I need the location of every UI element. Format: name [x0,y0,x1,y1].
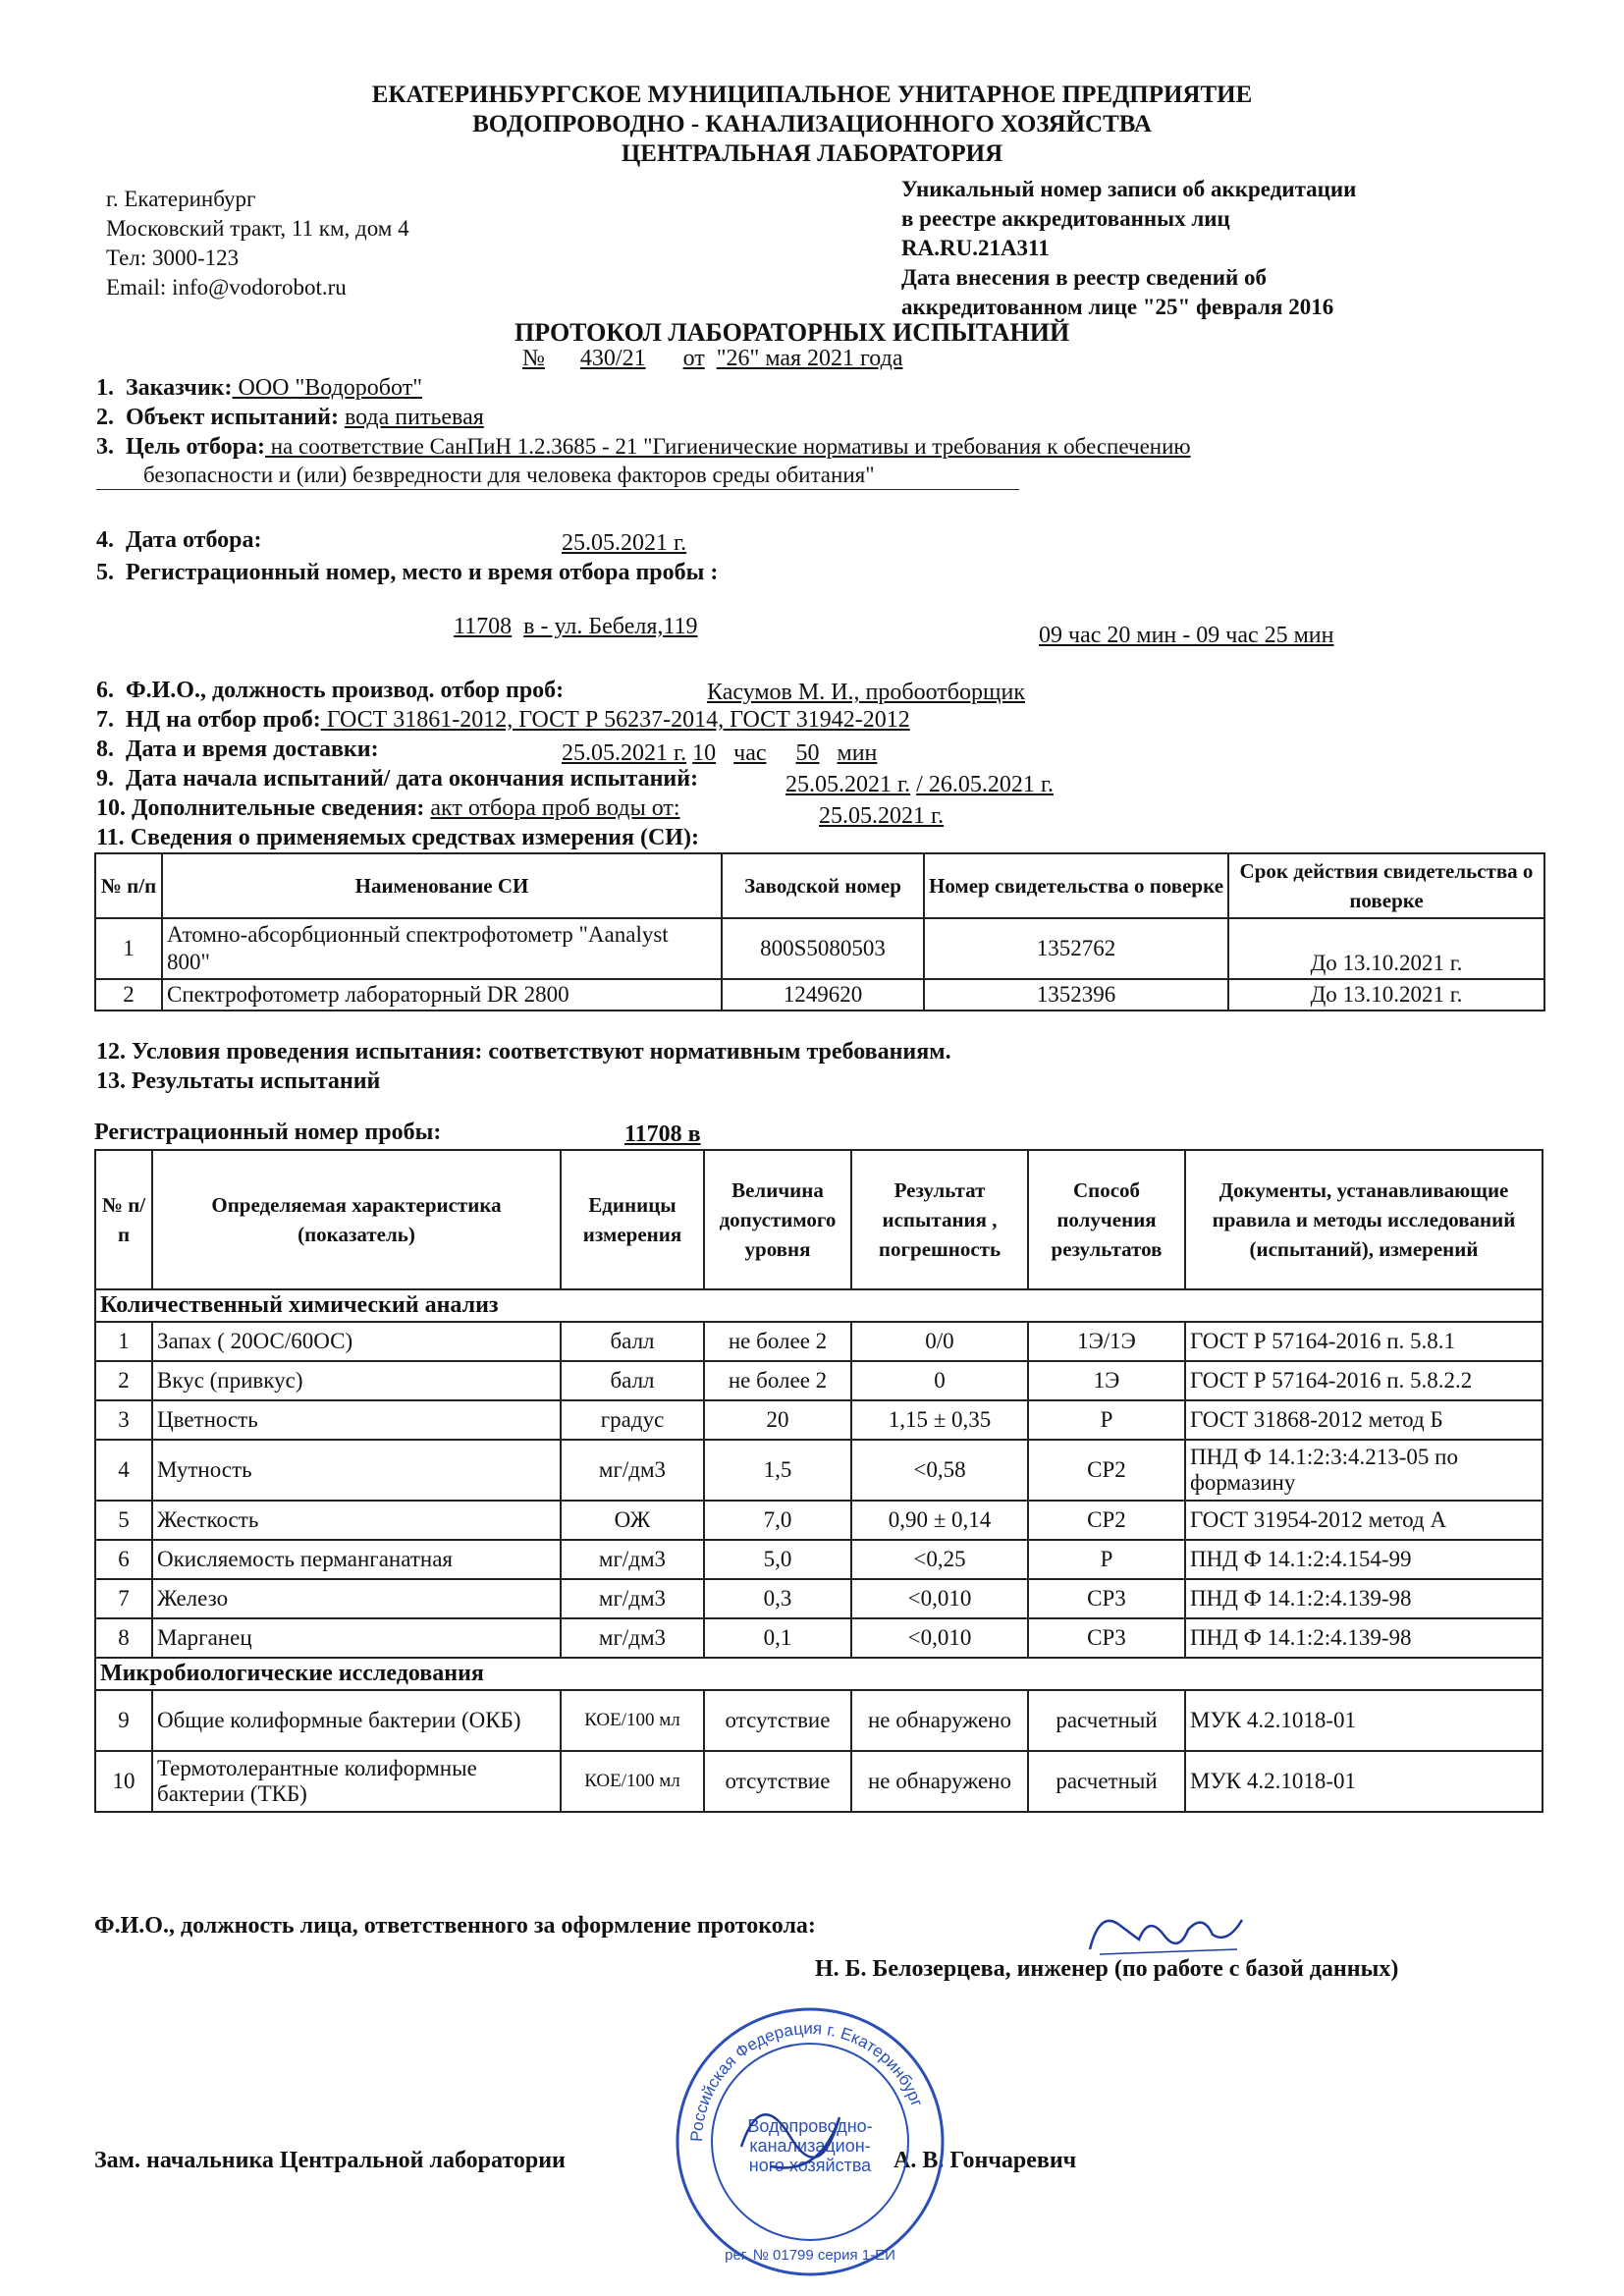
address-city: г. Екатеринбург [106,187,256,211]
item-registration: 5. Регистрационный номер, место и время отбора пробы : [96,560,719,585]
object-value: вода питьевая [344,405,484,430]
results-cell: СР2 [1028,1501,1185,1540]
table-row [95,1440,1543,1501]
results-cell: Запах ( 20ОС/60ОС) [152,1322,561,1361]
results-cell: балл [561,1361,704,1400]
si-header-certificate: Номер свидетельства о поверке [924,853,1228,918]
item-conditions: 12. Условия проведения испытания: соответствуют нормативным требованиям. [96,1039,951,1065]
item-object: 2. Объект испытаний: вода питьевая [96,405,484,430]
chemical-rows [95,1322,1543,1658]
results-cell: <0,010 [851,1618,1028,1658]
results-cell: 8 [95,1618,152,1658]
si-header-validity: Срок действия свидетельства о поверке [1228,853,1544,918]
item-customer: 1. Заказчик: ООО "Водоробот" [96,375,422,401]
results-cell: 7,0 [704,1501,851,1540]
responsible-name: Н. Б. Белозерцева, инженер (по работе с базой данных) [815,1956,1399,1982]
registration-value: 11708 в - ул. Бебеля,119 [454,614,698,639]
results-cell: расчетный [1028,1751,1185,1812]
item-si: 11. Сведения о применяемых средствах измерения (СИ): [96,825,699,850]
results-cell: Жесткость [152,1501,561,1540]
svg-text:ного хозяйства: ного хозяйства [748,2156,872,2175]
item-additional: 10. Дополнительные сведения: акт отбора проб воды от: [96,795,680,821]
si-cell: 2 [95,979,162,1011]
protocol-number: 430/21 [579,346,646,371]
svg-text:Российская Федерация г. Екатер: Российская Федерация г. Екатеринбург [686,2018,927,2143]
item-nd: 7. НД на отбор проб: ГОСТ 31861-2012, ГОСТ Р 56237-2014, ГОСТ 31942-2012 [96,707,910,733]
responsible-label: Ф.И.О., должность лица, ответственного за оформление протокола: [94,1913,816,1939]
protocol-num-label: № [522,346,545,371]
results-cell: 7 [95,1579,152,1618]
table-row [95,1690,1543,1751]
table-row [95,1400,1543,1440]
micro-rows [95,1690,1543,1812]
item-results: 13. Результаты испытаний [96,1068,381,1094]
results-cell: не обнаружено [851,1690,1028,1751]
purpose-value: на соответствие СанПиН 1.2.3685 - 21 "Гигиенические нормативы и требования к обеспечению [264,434,1191,459]
results-cell: ПНД Ф 14.1:2:4.139-98 [1185,1618,1543,1658]
table-row [95,1540,1543,1579]
results-cell: ПНД Ф 14.1:2:4.139-98 [1185,1579,1543,1618]
results-cell: 3 [95,1400,152,1440]
results-cell: МУК 4.2.1018-01 [1185,1751,1543,1812]
svg-text:Водопроводно-: Водопроводно- [747,2116,873,2136]
accreditation-line5: аккредитованном лице "25" февраля 2016 [901,295,1334,319]
results-cell: 1,15 ± 0,35 [851,1400,1028,1440]
protocol-date: "26" мая 2021 года [716,346,903,371]
results-cell: <0,010 [851,1579,1028,1618]
results-cell: <0,58 [851,1440,1028,1501]
accreditation-line2: в реестре аккредитованных лиц [901,206,1230,231]
results-cell: Марганец [152,1618,561,1658]
si-table-header [95,853,1544,918]
org-name-line3: ЦЕНТРАЛЬНАЯ ЛАБОРАТОРИЯ [621,140,1003,167]
org-name-line2: ВОДОПРОВОДНО - КАНАЛИЗАЦИОННОГО ХОЗЯЙСТВА [472,111,1152,137]
section-title: Микробиологические исследования [95,1658,1543,1690]
item-purpose: 3. Цель отбора: на соответствие СанПиН 1.2.3685 - 21 "Гигиенические нормативы и требования к обеспечению [96,434,1191,460]
results-cell: 0/0 [851,1322,1028,1361]
results-cell: СР3 [1028,1618,1185,1658]
org-name-line1: ЕКАТЕРИНБУРГСКОЕ МУНИЦИПАЛЬНОЕ УНИТАРНОЕ ПРЕДПРИЯТИЕ [371,82,1253,108]
item-sampler: 6. Ф.И.О., должность производ. отбор проб: [96,678,565,703]
results-cell: КОЕ/100 мл [561,1690,704,1751]
results-cell: не более 2 [704,1361,851,1400]
results-cell: Мутность [152,1440,561,1501]
results-cell: Железо [152,1579,561,1618]
results-cell: Вкус (привкус) [152,1361,561,1400]
si-cell: Атомно-абсорбционный спектрофотометр "Aanalyst 800" [162,918,722,979]
results-cell: 5,0 [704,1540,851,1579]
results-cell: 2 [95,1361,152,1400]
results-cell: 0,3 [704,1579,851,1618]
results-cell: 5 [95,1501,152,1540]
results-cell: ГОСТ 31868-2012 метод Б [1185,1400,1543,1440]
results-cell: мг/дм3 [561,1579,704,1618]
results-cell: ГОСТ 31954-2012 метод А [1185,1501,1543,1540]
results-cell: 1 [95,1322,152,1361]
results-header-method: Способ получения результатов [1028,1150,1185,1289]
results-header-characteristic: Определяемая характеристика (показатель) [152,1150,561,1289]
results-cell: ПНД Ф 14.1:2:4.154-99 [1185,1540,1543,1579]
address-phone: Тел: 3000-123 [106,246,240,270]
results-cell: 10 [95,1751,152,1812]
deputy-name: А. В. Гончаревич [893,2148,1077,2173]
results-section-micro [95,1658,1543,1690]
delivery-value: 25.05.2021 г. 10 час 50 мин [562,740,878,766]
results-cell: 0,1 [704,1618,851,1658]
svg-text:канализацион-: канализацион- [749,2136,871,2156]
results-cell: мг/дм3 [561,1540,704,1579]
results-cell: 1Э [1028,1361,1185,1400]
results-cell: СР2 [1028,1440,1185,1501]
results-table [94,1149,1543,1813]
table-row [95,1322,1543,1361]
results-cell: 0 [851,1361,1028,1400]
results-header-limit: Величина допустимого уровня [704,1150,851,1289]
sampling-time: 09 час 20 мин - 09 час 25 мин [1039,623,1334,648]
results-header-units: Единицы измерения [561,1150,704,1289]
section-title: Количественный химический анализ [95,1289,1543,1322]
si-cell: До 13.10.2021 г. [1228,918,1544,979]
results-cell: 9 [95,1690,152,1751]
results-cell: 6 [95,1540,152,1579]
results-cell: Цветность [152,1400,561,1440]
si-cell: До 13.10.2021 г. [1228,979,1544,1011]
results-cell: мг/дм3 [561,1440,704,1501]
svg-text:рег. № 01799 серия 1-ЕИ: рег. № 01799 серия 1-ЕИ [725,2247,895,2264]
stamp [673,1999,947,2284]
results-section-chemical [95,1289,1543,1322]
results-cell: Общие колиформные бактерии (ОКБ) [152,1690,561,1751]
sampler-value: Касумов М. И., пробоотборщик [707,680,1025,705]
item-purpose-line2: безопасности и (или) безвредности для человека факторов среды обитания" [96,462,1019,490]
results-cell: Термотолерантные колиформные бактерии (ТКБ) [152,1751,561,1812]
results-header-num: № п/п [95,1150,152,1289]
table-row [95,1579,1543,1618]
si-cell: 1352396 [924,979,1228,1011]
results-cell: <0,25 [851,1540,1028,1579]
results-cell: МУК 4.2.1018-01 [1185,1690,1543,1751]
results-cell: балл [561,1322,704,1361]
results-cell: 0,90 ± 0,14 [851,1501,1028,1540]
results-cell: ОЖ [561,1501,704,1540]
results-cell: расчетный [1028,1690,1185,1751]
results-cell: 1,5 [704,1440,851,1501]
results-cell: градус [561,1400,704,1440]
signature [1080,1905,1257,1964]
address-street: Московский тракт, 11 км, дом 4 [106,216,409,241]
results-cell: 4 [95,1440,152,1501]
test-dates-value: 25.05.2021 г. / 26.05.2021 г. [785,772,1054,797]
item-delivery: 8. Дата и время доставки: [96,737,379,762]
results-cell: отсутствие [704,1751,851,1812]
accreditation-line4: Дата внесения в реестр сведений об [901,265,1267,290]
sample-number: 11708 в [624,1121,701,1147]
results-cell: Р [1028,1540,1185,1579]
protocol-date-label: от [682,346,705,371]
si-table [94,852,1545,1011]
table-row [95,918,1544,979]
item-test-dates: 9. Дата начала испытаний/ дата окончания испытаний: [96,766,699,792]
results-cell: 1Э/1Э [1028,1322,1185,1361]
accreditation-line1: Уникальный номер записи об аккредитации [901,177,1357,201]
results-cell: отсутствие [704,1690,851,1751]
item-sampling-date: 4. Дата отбора: [96,527,262,553]
customer-value: ООО "Водоробот" [232,375,422,401]
accreditation-number: RA.RU.21A311 [901,236,1050,260]
sample-number-label: Регистрационный номер пробы: [94,1120,442,1145]
results-table-header [95,1150,1543,1289]
protocol-title: ПРОТОКОЛ ЛАБОРАТОРНЫХ ИСПЫТАНИЙ [514,318,1070,347]
results-cell: КОЕ/100 мл [561,1751,704,1812]
results-cell: ГОСТ Р 57164-2016 п. 5.8.1 [1185,1322,1543,1361]
results-cell: мг/дм3 [561,1618,704,1658]
results-cell: не более 2 [704,1322,851,1361]
results-cell: не обнаружено [851,1751,1028,1812]
results-cell: 20 [704,1400,851,1440]
address-email: Email: info@vodorobot.ru [106,275,347,300]
si-header-serial: Заводской номер [722,853,924,918]
table-row [95,1618,1543,1658]
sampling-date-value: 25.05.2021 г. [562,530,687,556]
si-cell: 1249620 [722,979,924,1011]
results-cell: СР3 [1028,1579,1185,1618]
protocol-number-line [522,346,902,372]
table-row [95,1501,1543,1540]
deputy-label: Зам. начальника Центральной лаборатории [94,2148,566,2173]
results-cell: ПНД Ф 14.1:2:3:4.213-05 по формазину [1185,1440,1543,1501]
si-cell: 800S5080503 [722,918,924,979]
si-cell: 1352762 [924,918,1228,979]
results-cell: ГОСТ Р 57164-2016 п. 5.8.2.2 [1185,1361,1543,1400]
results-cell: Р [1028,1400,1185,1440]
additional-date: 25.05.2021 г. [819,803,945,829]
table-row [95,1751,1543,1812]
results-header-result: Результат испытания , погрешность [851,1150,1028,1289]
table-row [95,979,1544,1011]
results-cell: Окисляемость перманганатная [152,1540,561,1579]
si-header-num: № п/п [95,853,162,918]
table-row [95,1361,1543,1400]
results-header-documents: Документы, устанавливающие правила и методы исследований (испытаний), измерений [1185,1150,1543,1289]
si-header-name: Наименование СИ [162,853,722,918]
si-cell: 1 [95,918,162,979]
si-cell: Спектрофотометр лабораторный DR 2800 [162,979,722,1011]
